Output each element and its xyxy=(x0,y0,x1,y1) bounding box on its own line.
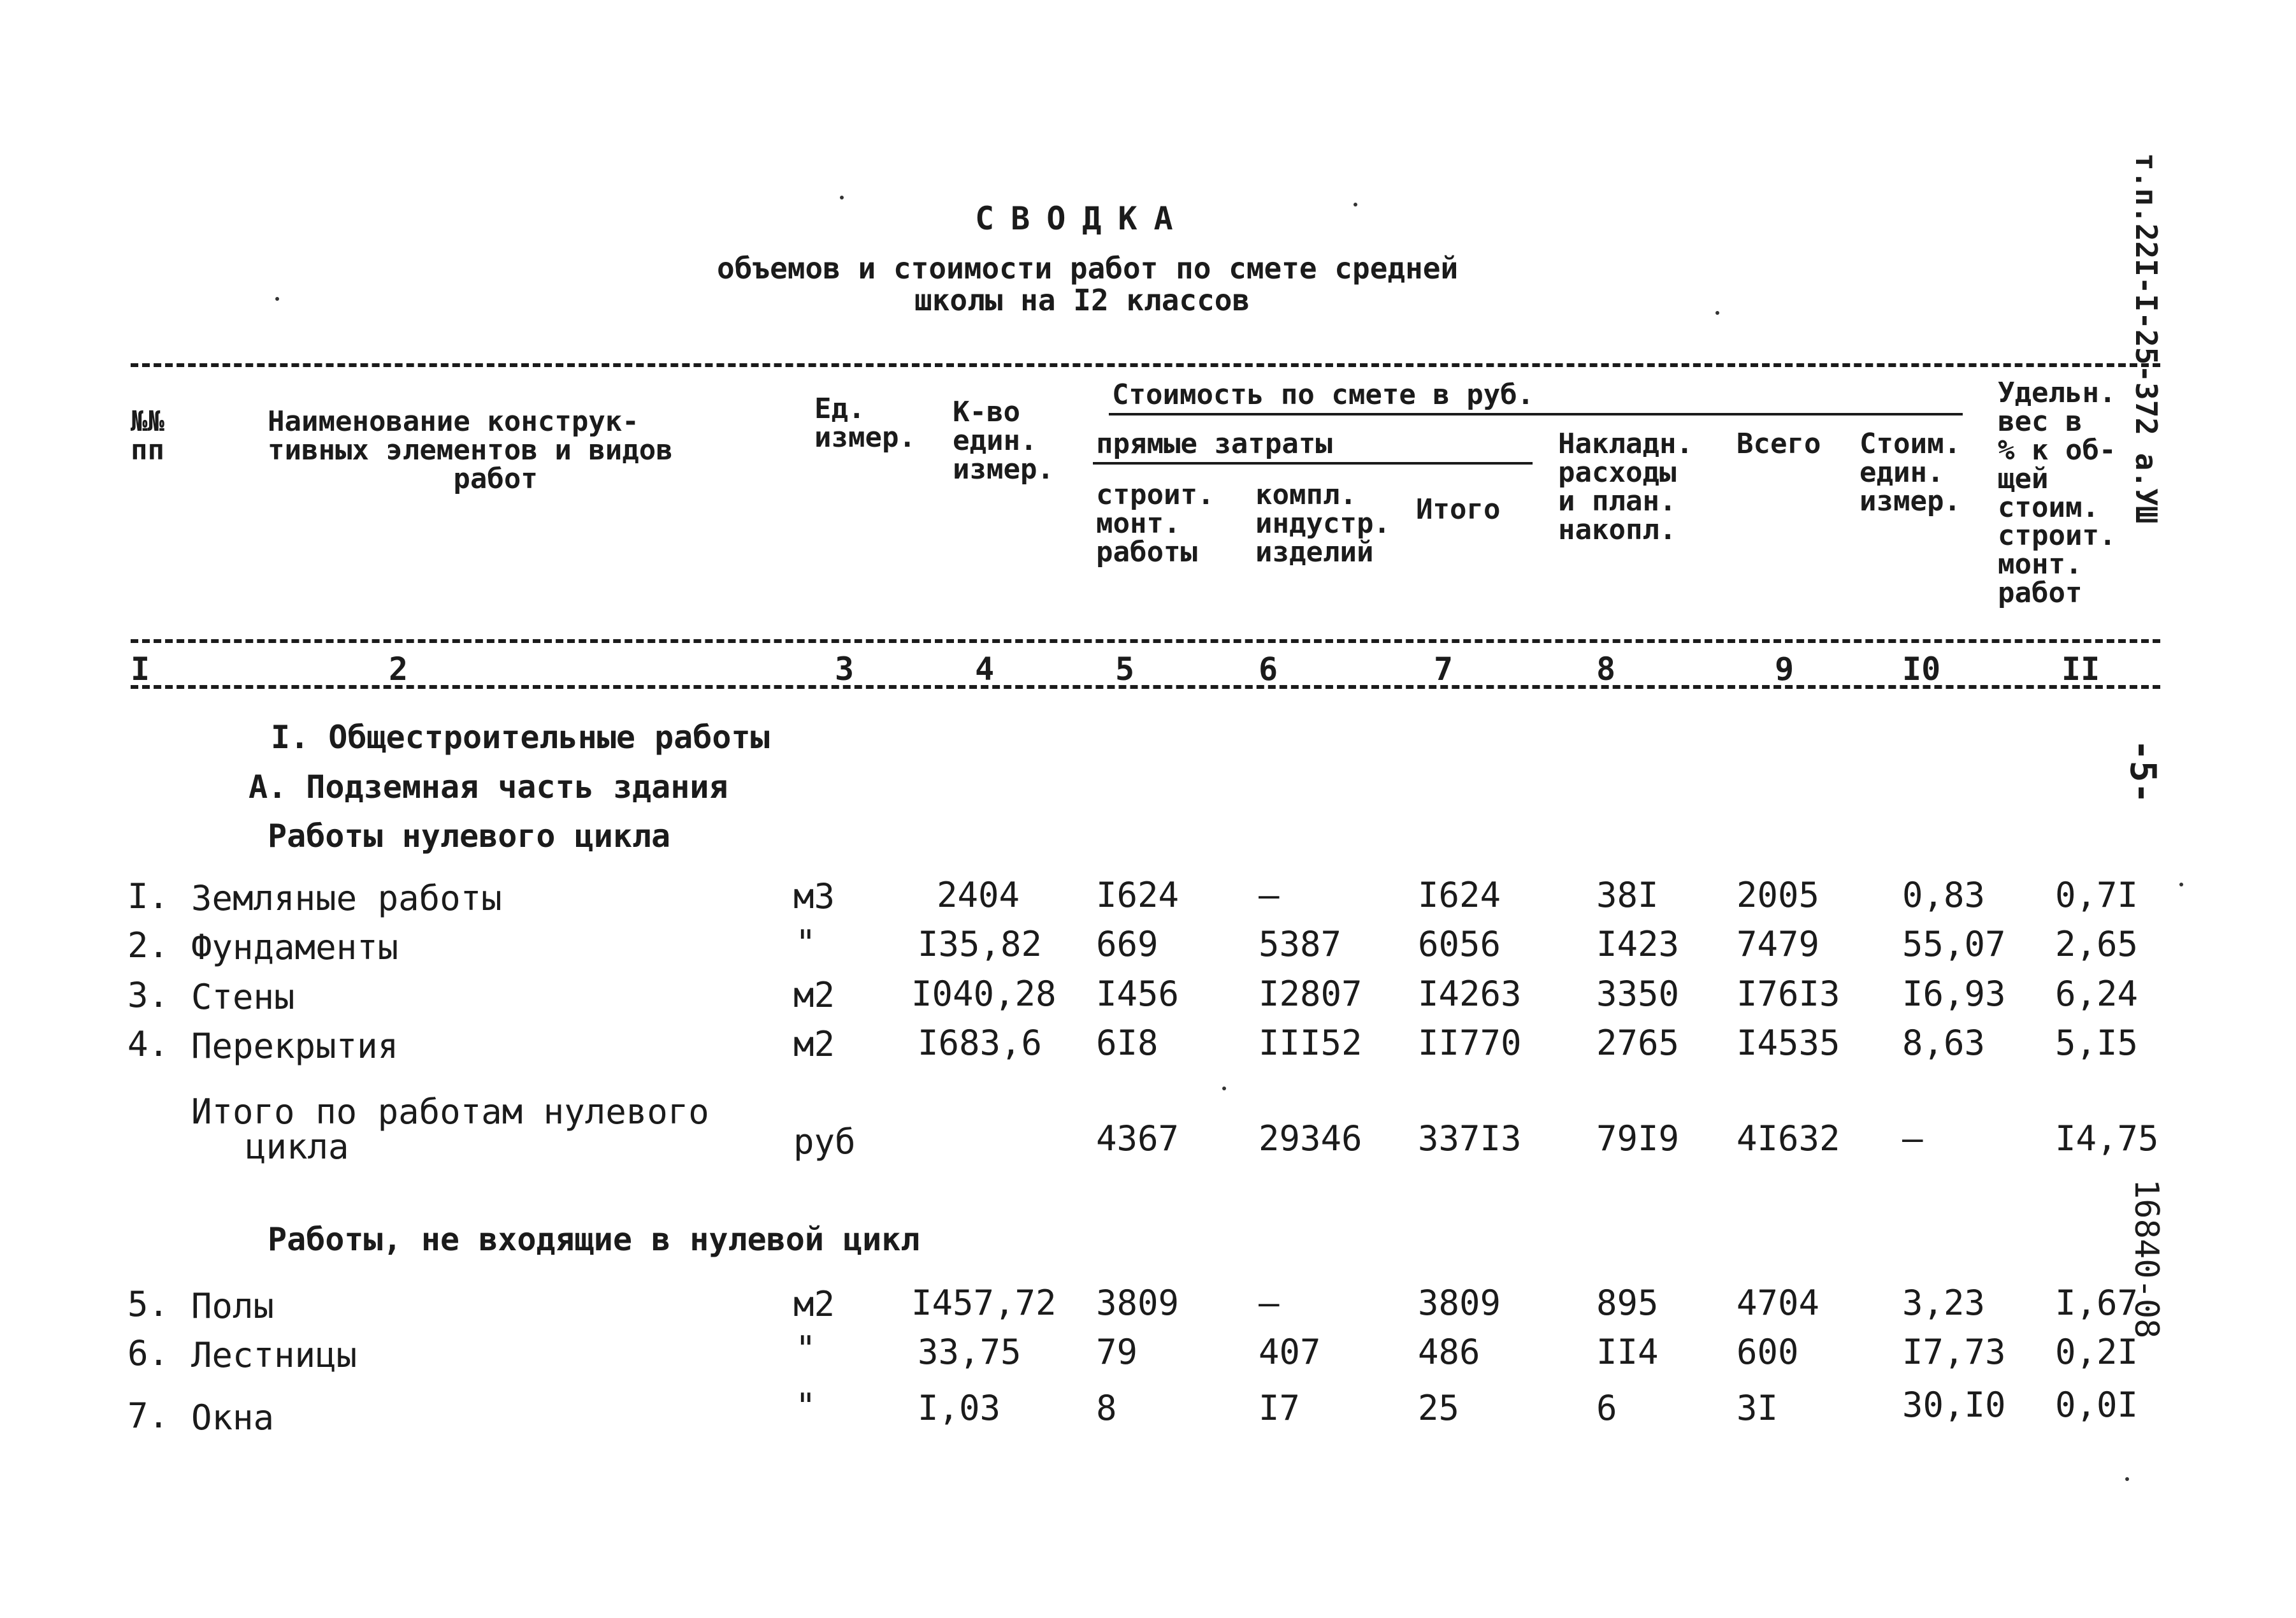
row-unit: м3 xyxy=(793,876,835,916)
side-document-code: т.п.22I-I-25-372 а.УШ xyxy=(2129,153,2163,524)
row-industrial-products: 5387 xyxy=(1259,924,1342,964)
header-unit-cost: Стоим. един. измер. xyxy=(1859,428,1961,517)
header-total: Всего xyxy=(1736,428,1821,460)
row-construction-works: 6I8 xyxy=(1096,1023,1159,1063)
row-number: 2. xyxy=(127,925,170,965)
header-name: Наименование конструк- тивных элементов и видов работ xyxy=(268,405,673,495)
row-unit-cost: 55,07 xyxy=(1902,924,2006,964)
column-number-1: I xyxy=(131,651,150,688)
row-unit: " xyxy=(795,1386,816,1426)
row-industrial-products: I2807 xyxy=(1259,974,1362,1014)
row-unit-cost: I7,73 xyxy=(1902,1332,2006,1372)
scan-speck xyxy=(1222,1087,1226,1090)
column-number-11: II xyxy=(2061,651,2100,688)
column-number-6: 6 xyxy=(1259,651,1278,688)
column-number-10: I0 xyxy=(1902,651,1941,688)
row-overheads: 38I xyxy=(1596,875,1659,915)
header-bottom-rule xyxy=(131,639,2160,643)
section-underground-part: А. Подземная часть здания xyxy=(249,769,728,805)
row-overheads: 3350 xyxy=(1596,974,1680,1014)
row-number: 5. xyxy=(127,1284,170,1324)
header-number: №№ пп xyxy=(131,405,164,466)
row-unit: " xyxy=(795,923,816,963)
column-number-5: 5 xyxy=(1115,651,1135,688)
row-quantity: I683,6 xyxy=(918,1023,1043,1063)
row-name: Перекрытия xyxy=(191,1026,399,1066)
column-number-2: 2 xyxy=(389,651,408,688)
row-quantity: I,03 xyxy=(918,1388,1001,1428)
row-number: I. xyxy=(127,876,170,916)
row-total: I76I3 xyxy=(1736,974,1840,1014)
document-title: СВОДКА xyxy=(975,200,1190,237)
row-quantity: I457,72 xyxy=(911,1283,1057,1323)
row-number: 7. xyxy=(127,1396,170,1436)
row-subtotal: I4263 xyxy=(1418,974,1522,1014)
row-construction-works: I624 xyxy=(1096,875,1180,915)
row-total: 4704 xyxy=(1736,1283,1820,1323)
row-construction-works: I456 xyxy=(1096,974,1180,1014)
row-construction-works: 79 xyxy=(1096,1332,1138,1372)
row-share: 0,2I xyxy=(2055,1332,2139,1372)
row-unit-cost: 0,83 xyxy=(1902,875,1986,915)
row-subtotal: 6056 xyxy=(1418,924,1501,964)
row-share: 0,7I xyxy=(2055,875,2139,915)
row-industrial-products: – xyxy=(1259,1283,1280,1323)
scan-speck xyxy=(1715,311,1719,315)
header-direct-costs: прямые затраты xyxy=(1096,428,1332,460)
row-subtotal: I624 xyxy=(1418,875,1501,915)
row-overheads: I423 xyxy=(1596,924,1680,964)
header-subtotal: Итого xyxy=(1416,493,1501,526)
total-label-line2: цикла xyxy=(245,1127,349,1167)
header-industrial-products: компл. индустр. изделий xyxy=(1255,479,1390,568)
document-subtitle-line2: школы на I2 классов xyxy=(914,283,1250,317)
document-subtitle-line1: объемов и стоимости работ по смете средней xyxy=(717,251,1459,285)
total-total: 4I632 xyxy=(1736,1118,1840,1159)
row-name: Окна xyxy=(191,1398,275,1438)
row-share: 5,I5 xyxy=(2055,1023,2139,1063)
row-unit: м2 xyxy=(793,975,835,1015)
row-unit-cost: 30,I0 xyxy=(1902,1385,2006,1425)
row-unit: " xyxy=(795,1329,816,1369)
row-share: I,67 xyxy=(2055,1283,2139,1323)
row-total: 7479 xyxy=(1736,924,1820,964)
scan-speck xyxy=(2179,883,2183,886)
row-quantity: I35,82 xyxy=(918,924,1043,964)
total-share: I4,75 xyxy=(2055,1118,2159,1159)
row-name: Земляные работы xyxy=(191,878,502,918)
archive-stamp-number: 16840-08 xyxy=(2127,1179,2165,1339)
header-direct-costs-underline xyxy=(1093,462,1533,465)
row-name: Фундаменты xyxy=(191,927,399,967)
row-subtotal: 486 xyxy=(1418,1332,1480,1372)
header-unit: Ед. измер. xyxy=(814,393,916,454)
column-number-rule xyxy=(131,685,2160,689)
row-share: 2,65 xyxy=(2055,924,2139,964)
column-number-8: 8 xyxy=(1596,651,1616,688)
page-number: -5- xyxy=(2122,739,2163,804)
row-number: 4. xyxy=(127,1024,170,1064)
header-cost-group: Стоимость по смете в руб. xyxy=(1112,379,1534,411)
row-industrial-products: 407 xyxy=(1259,1332,1321,1372)
row-unit-cost: 3,23 xyxy=(1902,1283,1986,1323)
row-quantity: 33,75 xyxy=(918,1332,1022,1372)
header-share-percent: Удельн. вес в % к об- щей стоим. строит. монт. работ xyxy=(1998,377,2116,610)
row-construction-works: 8 xyxy=(1096,1388,1117,1428)
row-share: 0,0I xyxy=(2055,1385,2139,1425)
table-top-rule xyxy=(131,363,2160,367)
row-name: Полы xyxy=(191,1286,275,1326)
row-subtotal: II770 xyxy=(1418,1023,1522,1063)
row-name: Стены xyxy=(191,977,295,1017)
section-non-zero-cycle: Работы, не входящие в нулевой цикл xyxy=(268,1221,920,1258)
row-industrial-products: – xyxy=(1259,875,1280,915)
row-overheads: 2765 xyxy=(1596,1023,1680,1063)
total-construction-works: 4367 xyxy=(1096,1118,1180,1159)
row-number: 3. xyxy=(127,975,170,1015)
total-overheads: 79I9 xyxy=(1596,1118,1680,1159)
row-overheads: 6 xyxy=(1596,1388,1617,1428)
row-overheads: II4 xyxy=(1596,1332,1659,1372)
section-zero-cycle: Работы нулевого цикла xyxy=(268,818,671,855)
scan-speck xyxy=(1354,203,1357,206)
row-total: 3I xyxy=(1736,1388,1779,1428)
row-unit-cost: I6,93 xyxy=(1902,974,2006,1014)
column-number-7: 7 xyxy=(1434,651,1454,688)
row-unit: м2 xyxy=(793,1284,835,1324)
row-industrial-products: III52 xyxy=(1259,1023,1362,1063)
row-construction-works: 669 xyxy=(1096,924,1159,964)
row-subtotal: 3809 xyxy=(1418,1283,1501,1323)
section-general-construction: I. Общестроительные работы xyxy=(271,719,770,756)
row-total: 600 xyxy=(1736,1332,1799,1372)
row-unit: м2 xyxy=(793,1024,835,1064)
column-number-3: 3 xyxy=(835,651,855,688)
row-overheads: 895 xyxy=(1596,1283,1659,1323)
scan-speck xyxy=(2125,1477,2129,1481)
row-unit-cost: 8,63 xyxy=(1902,1023,1986,1063)
total-unit: руб xyxy=(793,1122,856,1162)
row-construction-works: 3809 xyxy=(1096,1283,1180,1323)
column-number-9: 9 xyxy=(1775,651,1794,688)
row-name: Лестницы xyxy=(191,1335,357,1375)
row-quantity: 2404 xyxy=(937,875,1020,915)
header-cost-group-underline xyxy=(1109,413,1963,415)
total-subtotal: 337I3 xyxy=(1418,1118,1522,1159)
header-overheads: Накладн. расходы и план. накопл. xyxy=(1558,428,1693,546)
total-industrial-products: 29346 xyxy=(1259,1118,1362,1159)
scan-speck xyxy=(275,297,279,301)
row-subtotal: 25 xyxy=(1418,1388,1460,1428)
scan-speck xyxy=(840,196,844,199)
row-number: 6. xyxy=(127,1333,170,1373)
column-number-4: 4 xyxy=(975,651,995,688)
header-construction-works: строит. монт. работы xyxy=(1096,479,1215,568)
row-total: 2005 xyxy=(1736,875,1820,915)
row-share: 6,24 xyxy=(2055,974,2139,1014)
total-label-line1: Итого по работам нулевого xyxy=(191,1092,709,1132)
row-total: I4535 xyxy=(1736,1023,1840,1063)
row-industrial-products: I7 xyxy=(1259,1388,1301,1428)
header-quantity: К-во един. измер. xyxy=(953,396,1054,486)
total-unit-cost: – xyxy=(1902,1118,1923,1159)
row-quantity: I040,28 xyxy=(911,974,1057,1014)
